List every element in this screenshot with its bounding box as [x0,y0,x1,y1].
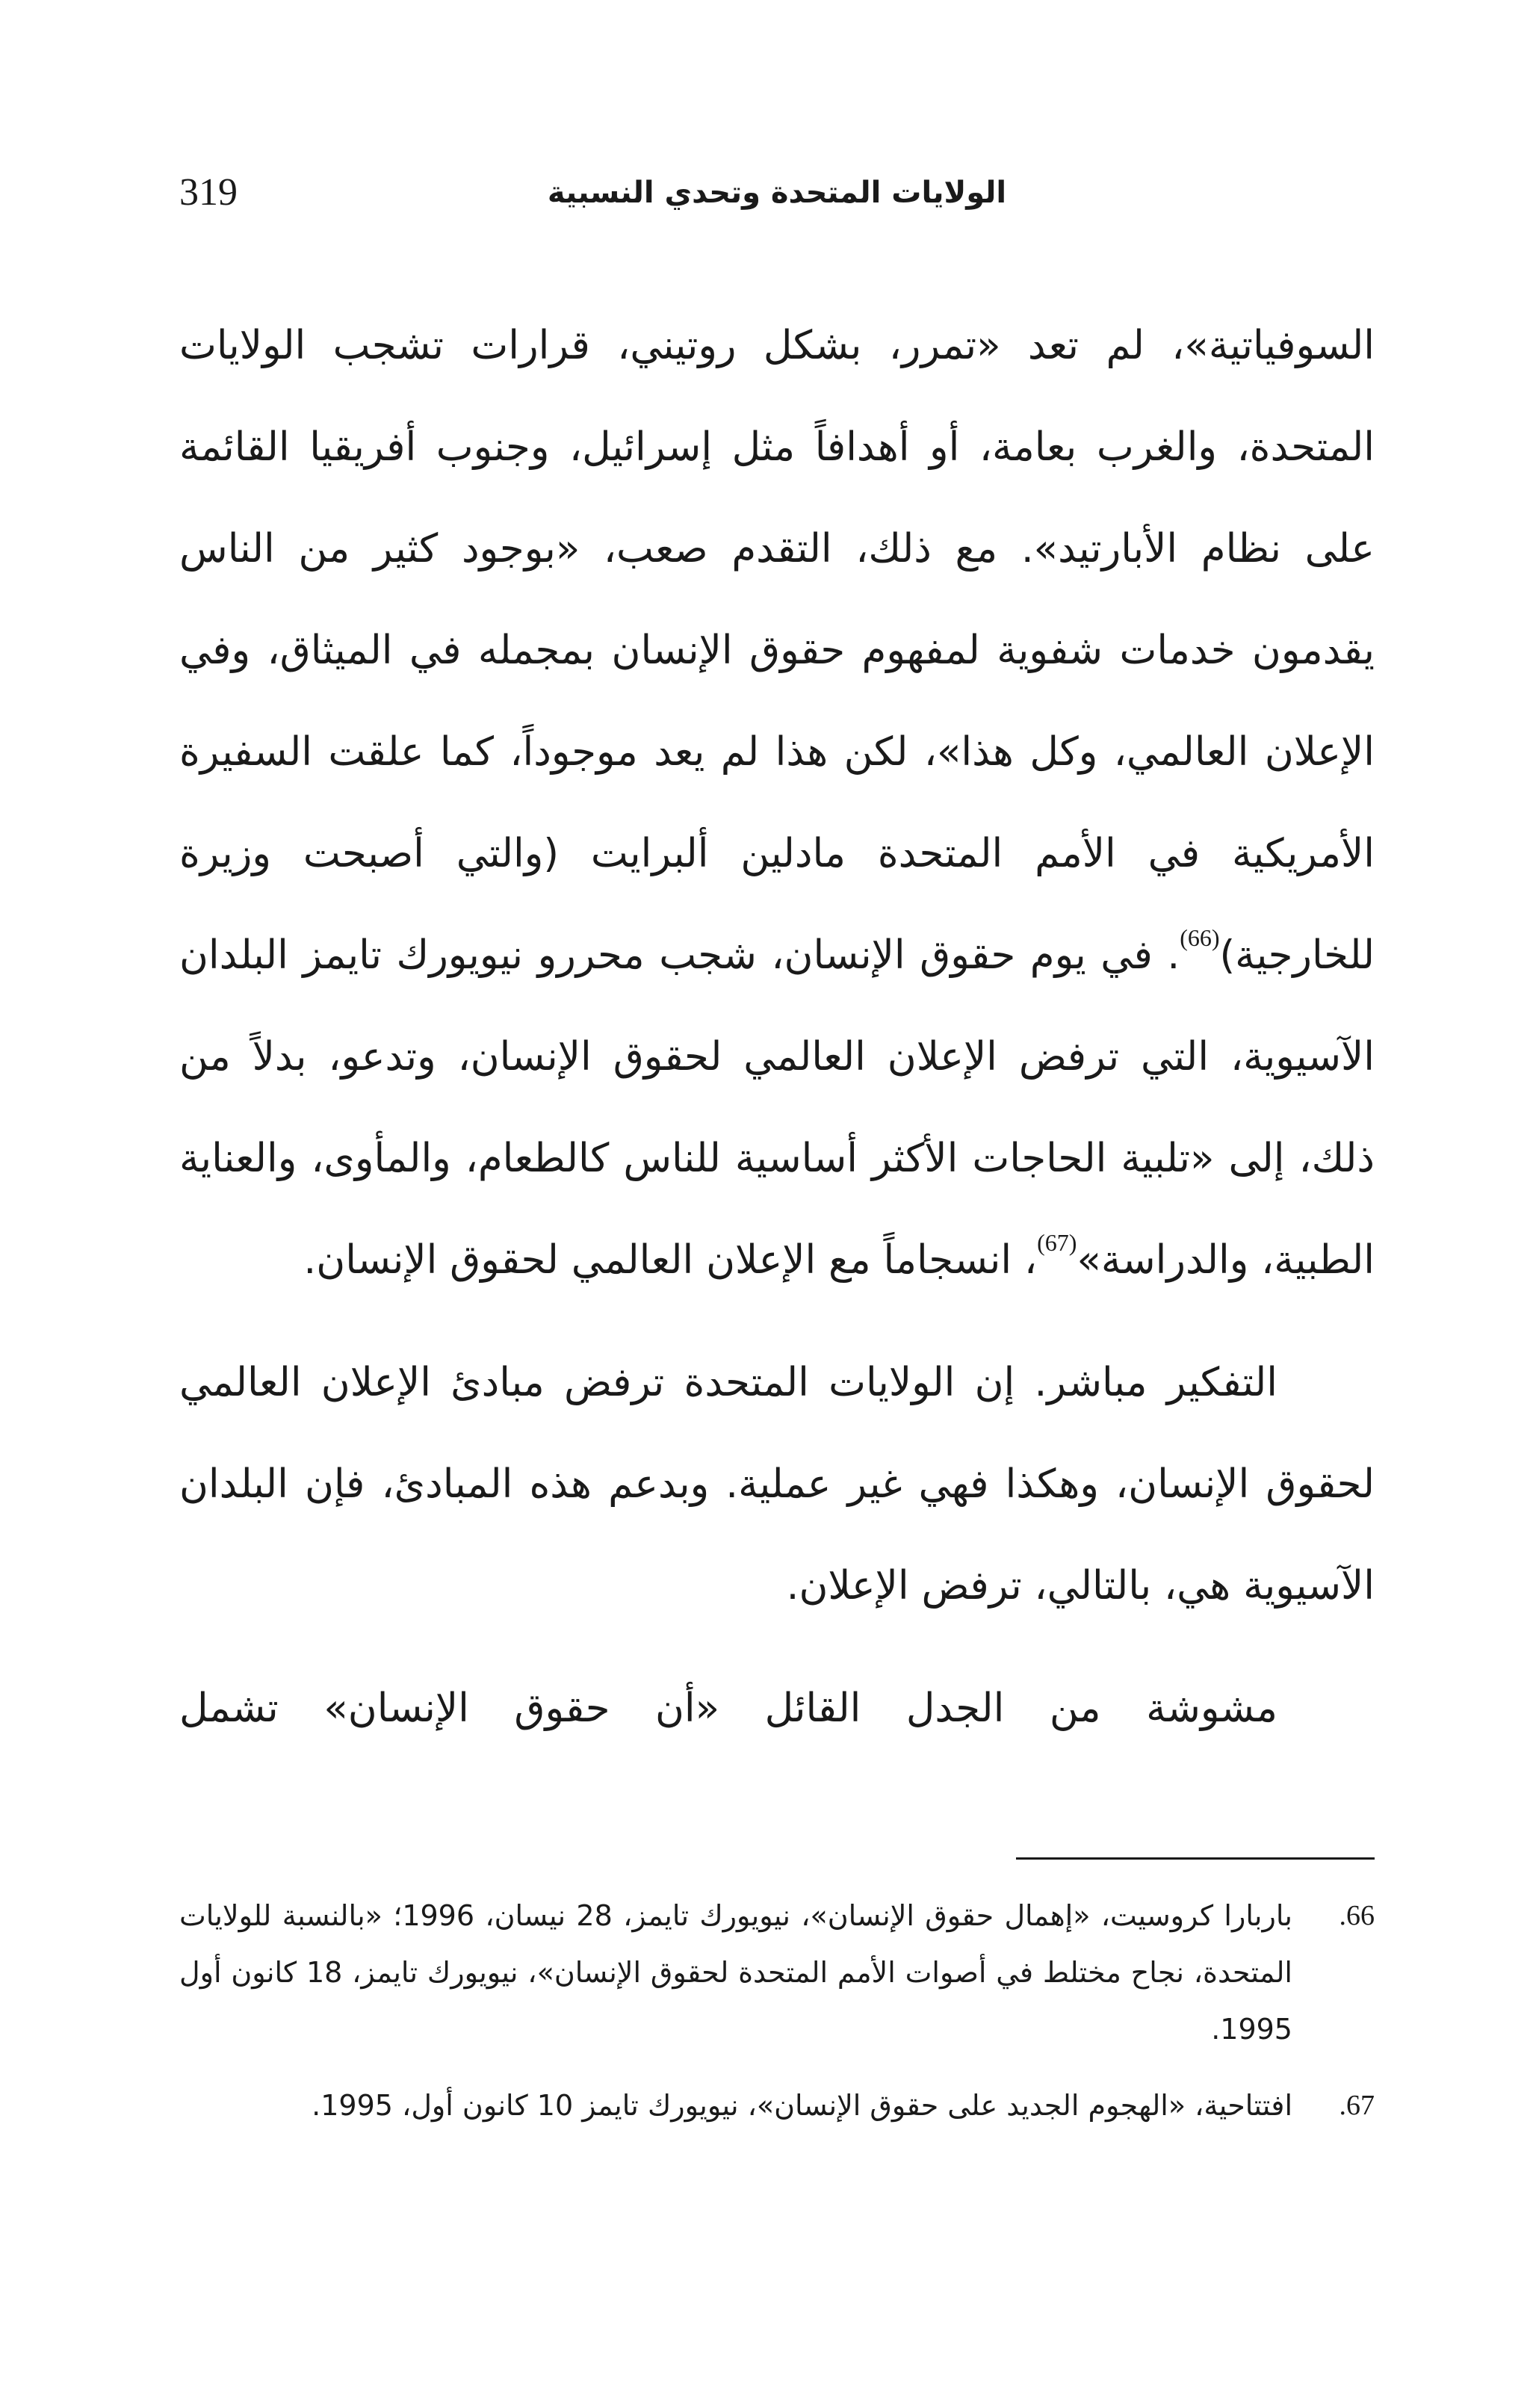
footnote-text: باربارا كروسيت، «إهمال حقوق الإنسان»، نيويورك تايمز، 28 نيسان، 1996؛ «بالنسبة للولايات المتحدة، نجاح مختلط في أصوات الأمم المتحدة لحقوق الإنسان»، نيويورك تايمز، 18 كانون أول 1995. [179,1899,1292,2046]
footnote-number: .67 [1339,2090,1375,2121]
paragraph-3 [179,1658,1375,1759]
running-title: الولايات المتحدة وتحدي النسبية [547,176,1007,210]
paragraph-1-text-b: . في يوم حقوق الإنسان، شجب محررو نيويورك تايمز البلدان الآسيوية، التي ترفض الإعلان العالمي لحقوق الإنسان، وتدعو، بدلاً من ذلك، إلى «تلبية الحاجات الأكثر أساسية للناس كالطعام، والمأوى، والعناية الطبية، والدراسة» [179,932,1375,1283]
footnote-text: افتتاحية، «الهجوم الجديد على حقوق الإنسان»، نيويورك تايمز 10 كانون أول، 1995. [312,2089,1292,2122]
page-number: 319 [179,171,238,214]
footnote-ref-66: (66) [1180,924,1220,951]
paragraph-1 [179,295,1375,1311]
footnote-67 [179,2077,1375,2134]
footnote-66 [179,1887,1375,2058]
main-text [179,295,1375,1759]
footnote-ref-67: (67) [1037,1229,1077,1256]
paragraph-2 [179,1332,1375,1637]
footnote-separator [1016,1857,1375,1860]
paragraph-3-text: مشوشة من الجدل القائل «أن حقوق الإنسان» تشمل [179,1686,1277,1731]
paragraph-1-text-c: ، انسجاماً مع الإعلان العالمي لحقوق الإنسان. [303,1237,1038,1283]
running-header [179,163,1375,223]
paragraph-1-text-a: السوفياتية»، لم تعد «تمرر، بشكل روتيني، قرارات تشجب الولايات المتحدة، والغرب بعامة، أو أهدافاً مثل إسرائيل، وجنوب أفريقيا القائمة على نظام الأبارتيد». مع ذلك، التقدم صعب، «بوجود كثير من الناس يقدمون خدمات شفوية لمفهوم حقوق الإنسان بمجمله في الميثاق، وفي الإعلان العالمي، وكل هذا»، لكن هذا لم يعد موجوداً، كما علقت السفيرة الأمريكية في الأمم المتحدة مادلين ألبرايت (والتي أصبحت وزيرة للخارجية) [179,323,1375,978]
paragraph-2-text: التفكير مباشر. إن الولايات المتحدة ترفض مبادئ الإعلان العالمي لحقوق الإنسان، وهكذا فهي غير عملية. وبدعم هذه المبادئ، فإن البلدان الآسيوية هي، بالتالي، ترفض الإعلان. [179,1360,1375,1609]
footnote-number: .66 [1339,1900,1375,1931]
footnotes [179,1887,1375,2153]
